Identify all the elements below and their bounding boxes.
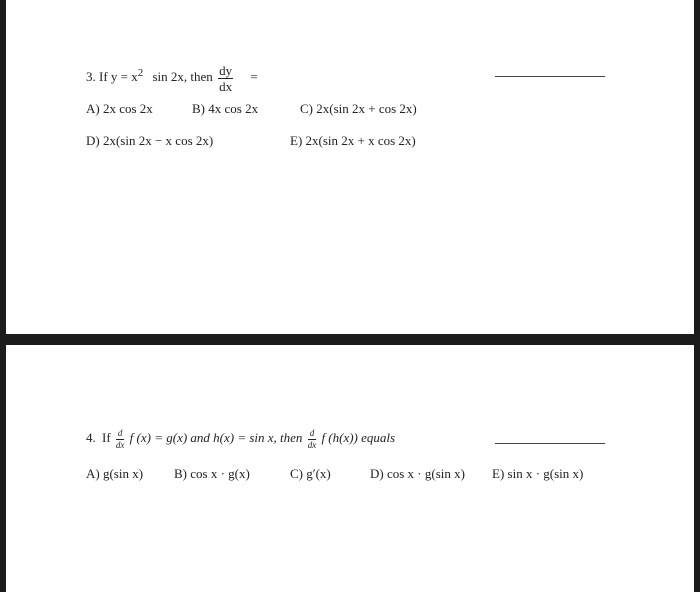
question-4-option-e[interactable]: E) sin x · g(sin x) xyxy=(492,466,584,481)
question-3-answer-blank[interactable] xyxy=(495,76,605,77)
question-4-option-c[interactable]: C) g′(x) xyxy=(290,466,331,481)
question-4-if: If xyxy=(102,430,111,445)
question-3-number: 3. xyxy=(86,69,96,84)
question-4-part2: f (h(x)) equals xyxy=(321,430,396,445)
question-3-option-b[interactable]: B) 4x cos 2x xyxy=(192,101,259,116)
dx-denominator: dx xyxy=(219,78,233,94)
question-4-stem xyxy=(86,425,395,451)
question-4-part1: f (x) = g(x) and h(x) = sin x, then xyxy=(129,430,303,445)
d-numerator-2: d xyxy=(309,427,315,438)
d-dx-fraction-1 xyxy=(116,429,125,450)
question-3-equals: = xyxy=(250,69,258,84)
question-3-mid: sin 2x, then xyxy=(152,69,213,84)
question-3-stem xyxy=(86,58,258,93)
question-3-option-c[interactable]: C) 2x(sin 2x + cos 2x) xyxy=(300,101,417,116)
question-3-option-a[interactable]: A) 2x cos 2x xyxy=(86,101,153,116)
question-4-number: 4. xyxy=(86,430,96,445)
question-4-option-d[interactable]: D) cos x · g(sin x) xyxy=(370,466,465,481)
dx-denominator-1: dx xyxy=(115,439,125,450)
question-3-exponent: 2 xyxy=(137,67,144,79)
question-4-answer-blank[interactable] xyxy=(495,443,605,444)
d-numerator-1: d xyxy=(117,427,123,438)
dy-dx-fraction xyxy=(218,64,233,93)
question-4-option-b[interactable]: B) cos x · g(x) xyxy=(174,466,250,481)
question-3-prefix: If y = x xyxy=(99,69,138,84)
d-dx-fraction-2 xyxy=(308,429,317,450)
dy-numerator: dy xyxy=(219,62,233,78)
dx-denominator-2: dx xyxy=(307,439,317,450)
question-3-panel xyxy=(6,0,694,334)
question-4-option-a[interactable]: A) g(sin x) xyxy=(86,466,144,481)
question-3-option-e[interactable]: E) 2x(sin 2x + x cos 2x) xyxy=(290,133,416,148)
question-3-option-d[interactable]: D) 2x(sin 2x − x cos 2x) xyxy=(86,133,214,148)
